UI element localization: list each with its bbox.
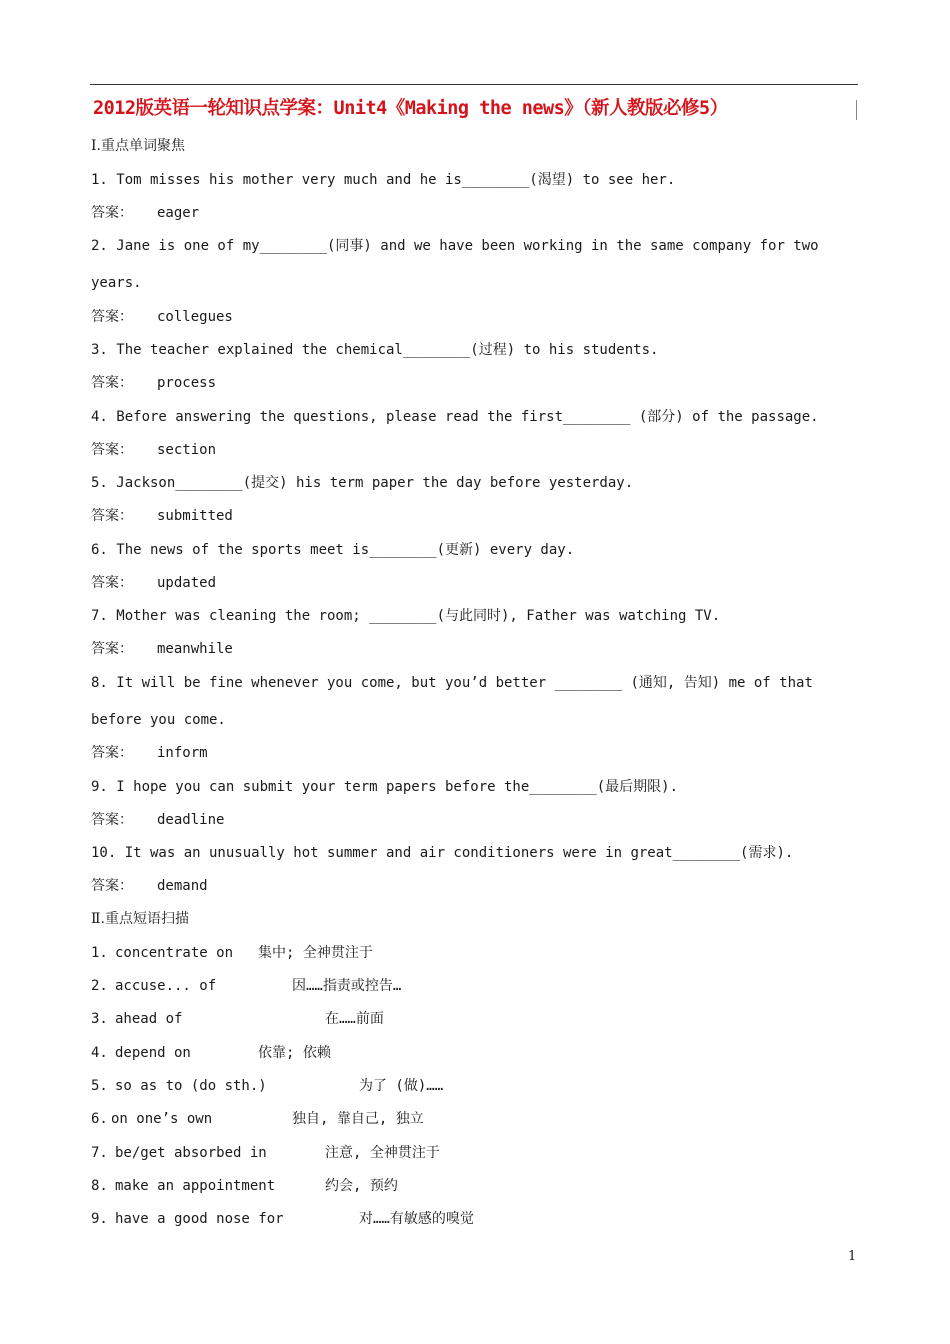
phrase-item	[91, 977, 401, 995]
phrase-meaning: 独自, 靠自己, 独立	[292, 1111, 424, 1127]
phrase-item	[91, 944, 373, 962]
answer-5	[91, 507, 233, 525]
phrase-term: have a good nose for	[115, 1211, 284, 1227]
answer-text: section	[157, 442, 217, 458]
phrase-meaning: 因……指责或控告…	[292, 978, 402, 994]
question-4: 4. Before answering the questions, please read the first________ (部分) of the passage.	[91, 409, 819, 425]
phrase-term: be/get absorbed in	[115, 1145, 267, 1161]
question-10: 10. It was an unusually hot summer and air conditioners were in great________(需求).	[91, 845, 794, 861]
phrase-item	[91, 1144, 440, 1162]
question-8-line-2: before you come.	[91, 712, 226, 728]
document-title: 2012版英语一轮知识点学案：Unit4《Making the news》（新人教版必修5）	[93, 98, 728, 119]
phrase-number: 1.	[91, 945, 108, 961]
phrase-item	[91, 1044, 331, 1062]
answer-text: deadline	[157, 812, 225, 828]
answer-label: 答案：	[91, 641, 133, 657]
answer-label: 答案：	[91, 205, 133, 221]
phrase-item	[91, 1110, 424, 1128]
answer-label: 答案：	[91, 375, 133, 391]
phrase-number: 6.	[91, 1111, 108, 1127]
phrase-meaning: 集中; 全神贯注于	[258, 945, 373, 961]
answer-10	[91, 877, 208, 895]
phrase-item	[91, 1077, 443, 1095]
answer-3	[91, 374, 216, 392]
phrase-meaning: 约会, 预约	[325, 1178, 398, 1194]
phrase-number: 8.	[91, 1178, 108, 1194]
answer-1	[91, 204, 199, 222]
answer-text: submitted	[157, 508, 233, 524]
answer-label: 答案：	[91, 508, 133, 524]
phrase-meaning: 对……有敏感的嗅觉	[359, 1211, 474, 1227]
question-3: 3. The teacher explained the chemical________(过程) to his students.	[91, 342, 659, 358]
answer-text: collegues	[157, 309, 233, 325]
answer-8	[91, 744, 208, 762]
answer-text: inform	[157, 745, 208, 761]
section-heading-words: Ⅰ.重点单词聚焦	[91, 138, 185, 154]
header-rule	[90, 84, 858, 85]
question-2-line-1: 2. Jane is one of my________(同事) and we have been working in the same company for two	[91, 238, 819, 254]
phrase-number: 7.	[91, 1145, 108, 1161]
phrase-item	[91, 1010, 384, 1028]
phrase-number: 2.	[91, 978, 108, 994]
question-2-line-2: years.	[91, 275, 142, 291]
question-9: 9. I hope you can submit your term papers before the________(最后期限).	[91, 779, 679, 795]
answer-9	[91, 811, 224, 829]
phrase-meaning: 依靠; 依赖	[258, 1045, 331, 1061]
question-7: 7. Mother was cleaning the room; ________(与此同时), Father was watching TV.	[91, 608, 721, 624]
answer-7	[91, 640, 233, 658]
phrase-number: 9.	[91, 1211, 108, 1227]
phrase-term: depend on	[115, 1045, 191, 1061]
answer-text: updated	[157, 575, 217, 591]
phrase-meaning: 为了 (做)……	[359, 1078, 444, 1094]
answer-label: 答案：	[91, 812, 133, 828]
phrase-term: so as to (do sth.)	[115, 1078, 267, 1094]
phrase-number: 5.	[91, 1078, 108, 1094]
question-8-line-1: 8. It will be fine whenever you come, but you’d better ________ (通知, 告知) me of that	[91, 675, 813, 691]
answer-label: 答案：	[91, 442, 133, 458]
phrase-term: concentrate on	[115, 945, 234, 961]
answer-2	[91, 308, 233, 326]
phrase-number: 3.	[91, 1011, 108, 1027]
phrase-term: ahead of	[115, 1011, 183, 1027]
phrase-item	[91, 1210, 474, 1228]
answer-text: demand	[157, 878, 208, 894]
answer-text: meanwhile	[157, 641, 233, 657]
phrase-meaning: 在……前面	[325, 1011, 384, 1027]
phrase-term: accuse... of	[115, 978, 217, 994]
answer-label: 答案：	[91, 745, 133, 761]
title-edge	[856, 100, 857, 120]
phrase-term: on one’s own	[111, 1111, 213, 1127]
question-5: 5. Jackson________(提交) his term paper the day before yesterday.	[91, 475, 634, 491]
page-number: 1	[848, 1249, 857, 1264]
answer-text: eager	[157, 205, 200, 221]
phrase-item	[91, 1177, 398, 1195]
section-heading-phrases: Ⅱ.重点短语扫描	[91, 911, 189, 927]
answer-6	[91, 574, 216, 592]
phrase-meaning: 注意, 全神贯注于	[325, 1145, 440, 1161]
phrase-term: make an appointment	[115, 1178, 276, 1194]
phrase-number: 4.	[91, 1045, 108, 1061]
answer-label: 答案：	[91, 575, 133, 591]
answer-label: 答案：	[91, 309, 133, 325]
question-1: 1. Tom misses his mother very much and he is________(渴望) to see her.	[91, 172, 676, 188]
answer-4	[91, 441, 216, 459]
question-6: 6. The news of the sports meet is________(更新) every day.	[91, 542, 575, 558]
answer-text: process	[157, 375, 217, 391]
answer-label: 答案：	[91, 878, 133, 894]
